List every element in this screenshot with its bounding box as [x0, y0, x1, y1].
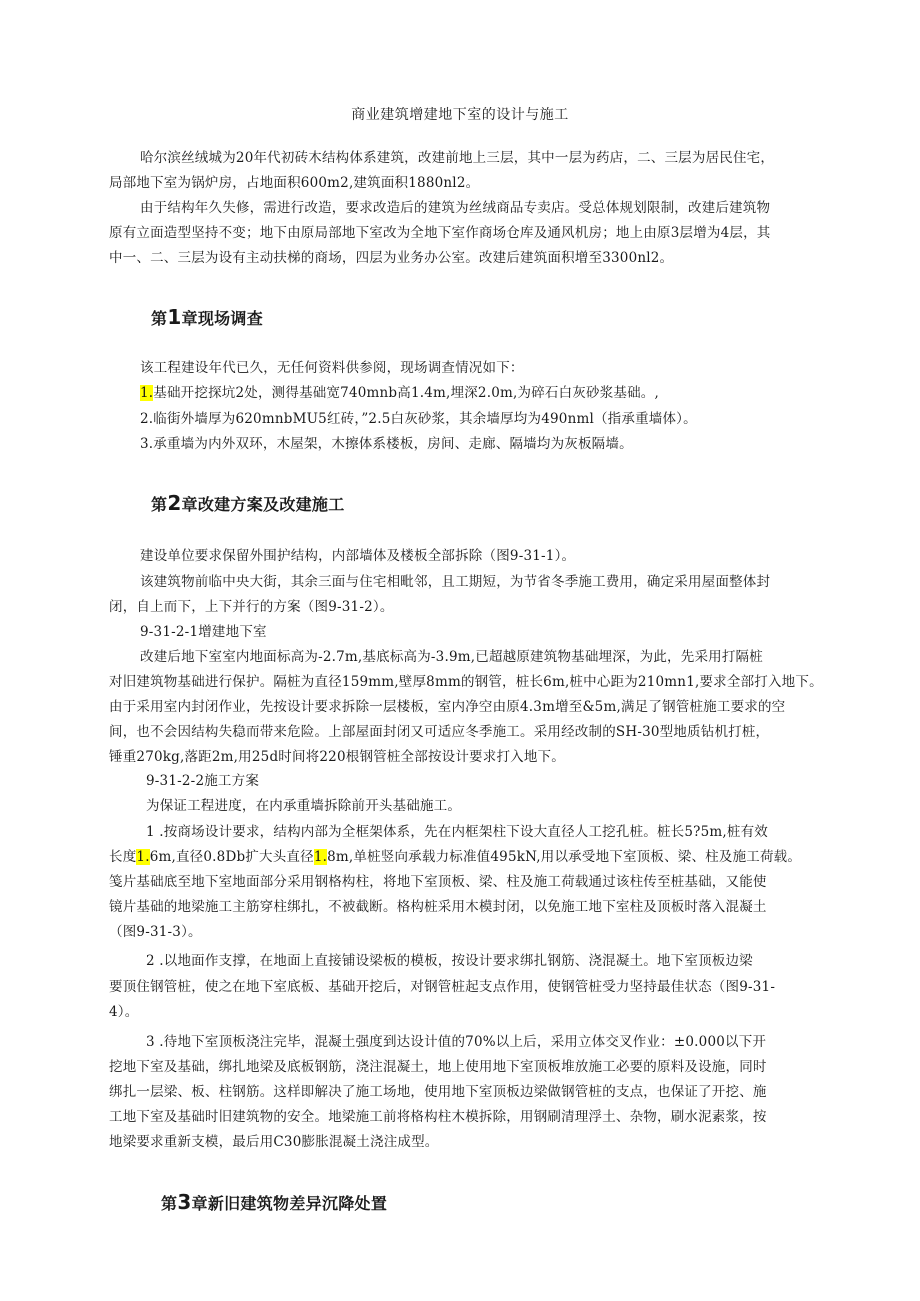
list-item: 3.承重墙为内外双环，木屋架，木擦体系楼板，房间、走廊、隔墙均为灰板隔墙。: [140, 436, 633, 452]
paragraph-line: 该建筑物前临中央大街，其余三面与住宅相毗邻，且工期短，为节省冬季施工费用，确定采用屋面整体封: [140, 574, 771, 590]
intro-line: 由于结构年久失修，需进行改造，要求改造后的建筑为丝绒商品专卖店。受总体规划限制，改建后建筑物: [140, 200, 771, 216]
paragraph-line: 工地下室及基础时旧建筑物的安全。地梁施工前将格构柱木模拆除，用钢刷清理浮土、杂物，刷水泥素浆，按: [109, 1109, 767, 1125]
paragraph-line: 笺片基础底至地下室地面部分采用钢格构柱，将地下室顶板、梁、柱及施工荷载通过该柱传至桩基础，又能使: [109, 874, 767, 890]
list-item: [140, 383, 659, 403]
paragraph-line: 挖地下室及基础，绑扎地梁及底板钢筋，浇注混凝土，地上使用地下室顶板堆放施工必要的原料及设施，同时: [109, 1059, 767, 1075]
paragraph-line: （图9-31-3）。: [109, 924, 202, 940]
text-segment: 8m,单桩竖向承载力标准值495kN,用以承受地下室顶板、梁、柱及施工荷载。: [327, 849, 802, 865]
chapter-prefix: 第: [151, 309, 168, 328]
paragraph-line: 2 .以地面作支撑，在地面上直接铺设梁板的模板，按设计要求绑扎钢筋、浇混凝土。地下室顶板边梁: [146, 953, 753, 969]
paragraph-line: 改建后地下室室内地面标高为-2.7m,基底标高为-3.9m,已超越原建筑物基础埋深，为此，先采用打隔桩: [140, 649, 763, 665]
paragraph-line: 1 .按商场设计要求，结构内部为全框架体系，先在内框架柱下设大直径人工挖孔桩。桩长5?5m,桩有效: [146, 824, 768, 840]
highlighted-text: 1.: [313, 849, 328, 865]
chapter-3-heading: [161, 1190, 387, 1214]
chapter-title: 章现场调查: [181, 309, 264, 328]
paragraph-line: 4）。: [109, 1004, 139, 1020]
paragraph-line: 锤重270kg,落距2m,用25d时间将220根钢管桩全部按设计要求打入地下。: [109, 749, 565, 765]
paragraph-line: 建设单位要求保留外围护结构，内部墙体及楼板全部拆除（图9-31-1）。: [140, 548, 576, 564]
intro-line: 中一、二、三层为设有主动扶梯的商场，四层为业务办公室。改建后建筑面积增至3300nl2。: [109, 250, 674, 266]
chapter-1-heading: [151, 305, 263, 329]
paragraph-line: 闭，自上而下，上下并行的方案（图9-31-2）。: [109, 599, 394, 615]
paragraph-line: 间，也不会因结构失稳而带来危险。上部屋面封闭又可适应冬季施工。采用经改制的SH-30型地质钻机打桩，: [109, 724, 770, 740]
text-segment: 长度: [109, 849, 137, 865]
chapter-title: 章改建方案及改建施工: [181, 495, 345, 514]
paragraph-line: 地梁要求重新支模，最后用C30膨胀混凝土浇注成型。: [109, 1134, 439, 1150]
text-segment: 6m,直径0.8Db扩大头直径: [149, 849, 314, 865]
paragraph-line: 3 .待地下室顶板浇注完毕，混凝土强度到达设计值的70%以上后，采用立体交叉作业：±0.000以下开: [146, 1034, 767, 1050]
subsection-heading: 9-31-2-1增建地下室: [140, 624, 267, 640]
chapter-title: 章新旧建筑物差异沉降处置: [191, 1194, 388, 1213]
intro-line: 哈尔滨丝绒城为20年代初砖木结构体系建筑，改建前地上三层，其中一层为药店，二、三层为居民住宅，: [140, 150, 775, 166]
chapter-prefix: 第: [151, 495, 168, 514]
highlighted-text: 1.: [140, 385, 154, 401]
chapter-number: 3: [177, 1190, 192, 1214]
paragraph-line: 该工程建设年代已久，无任何资料供参阅，现场调查情况如下：: [140, 360, 524, 376]
chapter-2-heading: [151, 491, 345, 515]
document-title: 商业建筑增建地下室的设计与施工: [351, 107, 569, 123]
chapter-prefix: 第: [161, 1194, 178, 1213]
paragraph-line: 对旧建筑物基础进行保护。隔桩为直径159mm,壁厚8mm的钢管，桩长6m,桩中心距为210mn1,要求全部打入地下。: [109, 674, 823, 690]
list-item: 2.临街外墙厚为620mnbMU5红砖，”2.5白灰砂浆，其余墙厚均为490nml（指承重墙体）。: [140, 411, 697, 427]
paragraph-line: 绑扎一层梁、板、柱钢筋。这样即解决了施工场地，使用地下室顶板边梁做钢管桩的支点，也保证了开挖、施: [109, 1084, 767, 1100]
paragraph-line: 由于采用室内封闭作业，先按设计要求拆除一层楼板，室内净空由原4.3m增至&5m,满足了钢管桩施工要求的空: [109, 699, 786, 715]
paragraph-line: 要顶住钢管桩，使之在地下室底板、基础开挖后，对钢管桩起支点作用，使钢管桩受力坚持最佳状态（图9-31-: [109, 979, 776, 995]
highlighted-text: 1.: [136, 849, 150, 865]
chapter-number: 2: [167, 491, 182, 515]
paragraph-line: 为保证工程进度，在内承重墙拆除前开头基础施工。: [146, 798, 462, 814]
list-item-text: 基础开挖探坑2处，测得基础宽740mnb高1.4m,埋深2.0m,为碎石白灰砂浆基础。,: [153, 385, 659, 401]
paragraph-line: 镜片基础的地梁施工主筋穿柱绑扎，不被截断。格构桩采用木模封闭，以免施工地下室柱及顶板时落入混凝土: [109, 899, 767, 915]
intro-line: 局部地下室为锅炉房，占地面积600m2,建筑面积1880nl2。: [109, 175, 480, 191]
subsection-heading: 9-31-2-2施工方案: [146, 773, 260, 789]
chapter-number: 1: [167, 305, 182, 329]
paragraph-line: [109, 847, 801, 867]
intro-line: 原有立面造型坚持不变；地下由原局部地下室改为全地下室作商场仓库及通风机房；地上由原3层增为4层，其: [109, 225, 771, 241]
